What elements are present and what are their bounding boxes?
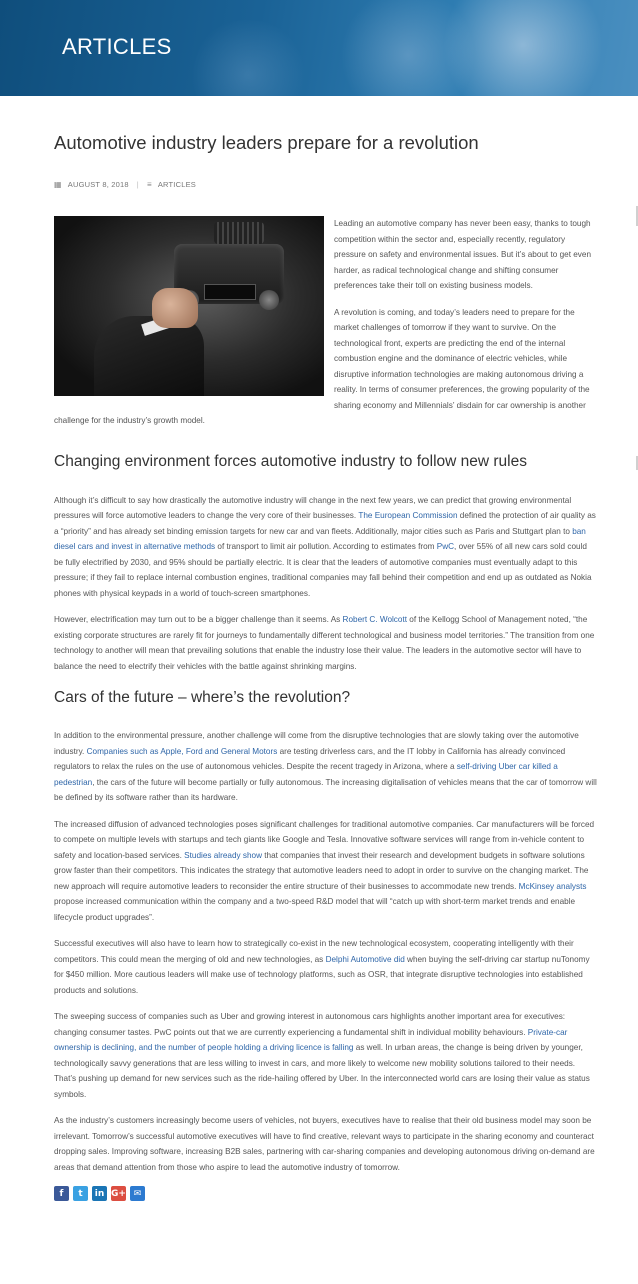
text: defined the protection of air quality as a “priority” and has already set binding emission targets for new car and van fleets. Additionally, major cities such as Paris and Stuttgart plan to xyxy=(54,511,596,536)
link-delphi-automotive[interactable]: Delphi Automotive did xyxy=(325,954,405,964)
section2-paragraph-1 xyxy=(54,728,598,806)
link-european-commission[interactable]: The European Commission xyxy=(358,511,458,520)
meta-separator: | xyxy=(136,180,139,189)
text: Successful executives will also have to learn how to strategically co-exist in the new technological ecosystem, cooperating intelligently with their competitors. This could mean the merging of old and new technologies, as xyxy=(54,939,574,964)
text: are testing driverless cars, and the IT lobby in California has already convinced regulators to relax the rules on the use of autonomous vehicles. Despite the recent tragedy in Arizona, where a xyxy=(54,746,566,771)
link-robert-wolcott[interactable]: Robert C. Wolcott xyxy=(342,615,408,624)
link-mckinsey-analysts[interactable]: McKinsey analysts xyxy=(518,881,587,891)
hero-background-shape xyxy=(188,20,308,96)
link-private-car-ownership[interactable]: Private-car ownership is declining, and the number of people holding a driving licence is falling xyxy=(54,1027,568,1052)
article-intro xyxy=(54,216,598,440)
text: , the cars of the future will become partially or fully autonomous. The increasing digitalisation of vehicles means that the car of tomorrow will be defined by its software rather than its hardware. xyxy=(54,777,597,802)
link-companies-apple-ford-gm[interactable]: Companies such as Apple, Ford and General Motors xyxy=(86,746,278,756)
calendar-icon: ▦ xyxy=(54,180,62,189)
photo-vent xyxy=(214,222,264,244)
linkedin-share-button[interactable]: in xyxy=(92,1186,107,1201)
link-ban-diesel-cars[interactable]: ban diesel cars and invest in alternative methods xyxy=(54,526,586,551)
link-studies-already-show[interactable]: Studies already show xyxy=(184,850,262,860)
section2-paragraph-5: As the industry’s customers increasingly become users of vehicles, not buyers, executives have to realise that their old business model may soon be irrelevant. Tomorrow’s successful automotive executives will have to find creative, relevant ways to participate in the sharing economy and counteract dropping sales. Improving software, increasing B2B sales, partnering with car-sharing companies and developing autonomous driving on-demand are areas that demand attention from those who aspire to lead the automotive industry of tomorrow. xyxy=(54,1116,595,1172)
section-heading-1: Changing environment forces automotive industry to follow new rules xyxy=(54,452,527,470)
photo-knob xyxy=(259,290,279,310)
twitter-share-button[interactable]: t xyxy=(73,1186,88,1201)
intro-paragraph-1: Leading an automotive company has never been easy, thanks to tough competition within the sector and, especially recently, regulatory pressure on safety and environmental issues. But it’s about to get even harder, as radical technological change and shifting consumer preferences take their toll on existing business models. xyxy=(334,219,591,290)
link-pwc[interactable]: PwC xyxy=(436,542,455,551)
link-uber-car[interactable]: self-driving Uber car killed a pedestrian xyxy=(54,762,558,787)
section2-paragraph-3 xyxy=(54,936,598,998)
hero-banner xyxy=(0,0,638,96)
list-icon: ≡ xyxy=(146,180,152,189)
photo-screen xyxy=(204,284,256,300)
article xyxy=(0,132,638,1201)
text: when buying the self-driving car startup nuTonomy for $450 million. More cautious leaders will make use of technology platforms, such as OSR, that integrate disruptive technologies into established products and solutions. xyxy=(54,954,590,995)
text: that companies that invest their research and development budgets in software solutions grow faster than their competitors. This indicates the strategy that automotive leaders need to adopt in order to survive on the changing market. The new approach will require automotive leaders to reconsider the entire structure of their businesses to accommodate new trends. xyxy=(54,850,589,891)
share-buttons xyxy=(54,1186,598,1201)
text: of transport to limit air pollution. According to estimates from xyxy=(215,542,437,551)
hero-background-shape xyxy=(338,0,478,96)
section2-paragraph-2 xyxy=(54,817,598,926)
section1-paragraph-2 xyxy=(54,612,598,674)
text: as well. In urban areas, the change is being driven by younger, technologically savvy generations that are less willing to invest in cars, and more likely to welcome new mobility solutions tailored to their needs. That’s pushing up demand for new services such as the ride-hailing offered by Uber. In the interconnected world cars are losing their value as status symbols. xyxy=(54,1043,590,1099)
text: Although it’s difficult to say how drastically the automotive industry will change in the next few years, we can predict that growing environmental pressures will force automotive leaders to change the very core of their businesses. xyxy=(54,495,572,520)
hero-title: ARTICLES xyxy=(62,34,172,59)
text: However, electrification may turn out to be a bigger challenge than it seems. As xyxy=(54,615,343,624)
text: of the Kellogg School of Management noted, “the existing corporate structures are rarely fit for journeys to fundamentally different technological and business model territories.” The transition from one technology to another will mean that prevailing solutions that enable the industry lose their value. The leaders in the automotive sector will have to balance the need to electrify their vehicles with the battle against shrinking margins. xyxy=(54,615,595,671)
text: , over 55% of all new cars sold could be fully electrified by 2030, and 95% should be partially electric. It is clear that the leaders of automotive companies must eventually adapt to this pressure; if they fail to replace internal combustion engines, traditional companies may fall behind their competition and end up as outdated as Nokia phones with physical keypads in a world of touch-screen smartphones. xyxy=(54,542,592,598)
text: The increased diffusion of advanced technologies poses significant challenges for traditional automotive companies. Car manufacturers will be forced to compete on multiple levels with startups and tech giants like Google and Tesla. Innovative software services will range from in-vehicle content to safety and location-based services. xyxy=(54,819,595,860)
photo-hand xyxy=(152,288,198,328)
facebook-share-button[interactable]: f xyxy=(54,1186,69,1201)
section2-paragraph-4 xyxy=(54,1009,598,1102)
email-share-button[interactable]: ✉ xyxy=(130,1186,145,1201)
article-title: Automotive industry leaders prepare for a revolution xyxy=(54,132,479,153)
section-heading-2: Cars of the future – where’s the revolution? xyxy=(54,689,351,706)
text: The sweeping success of companies such as Uber and growing interest in autonomous cars highlights another important area for executives: changing consumer tastes. PwC points out that we are currently experiencing a fundamental shift in individual mobility behaviours. xyxy=(54,1012,566,1037)
car-dashboard-photo xyxy=(54,216,324,396)
intro-paragraph-2: A revolution is coming, and today’s leaders need to prepare for the market challenges of tomorrow if they want to survive. On the technological front, experts are predicting the end of the internal combustion engine and the dominance of electric vehicles, while disruptive information technologies are making autonomous driving a reality. In terms of consumer preferences, the growing popularity of the sharing economy and Millennials’ disdain for car ownership is another challenge for the industry’s growth model. xyxy=(54,307,590,425)
section1-paragraph-1 xyxy=(54,493,598,602)
article-meta xyxy=(54,180,598,189)
text: propose increased communication within the company and a two-speed R&D model that will “catch up with short-term market trends and enable lifecycle product upgrades”. xyxy=(54,897,576,922)
article-date: AUGUST 8, 2018 xyxy=(67,180,129,189)
googleplus-share-button[interactable]: G+ xyxy=(111,1186,126,1201)
article-category-link[interactable]: ARTICLES xyxy=(157,180,196,189)
text: In addition to the environmental pressure, another challenge will come from the disruptive technologies that are slowly taking over the automotive industry. xyxy=(54,731,579,756)
